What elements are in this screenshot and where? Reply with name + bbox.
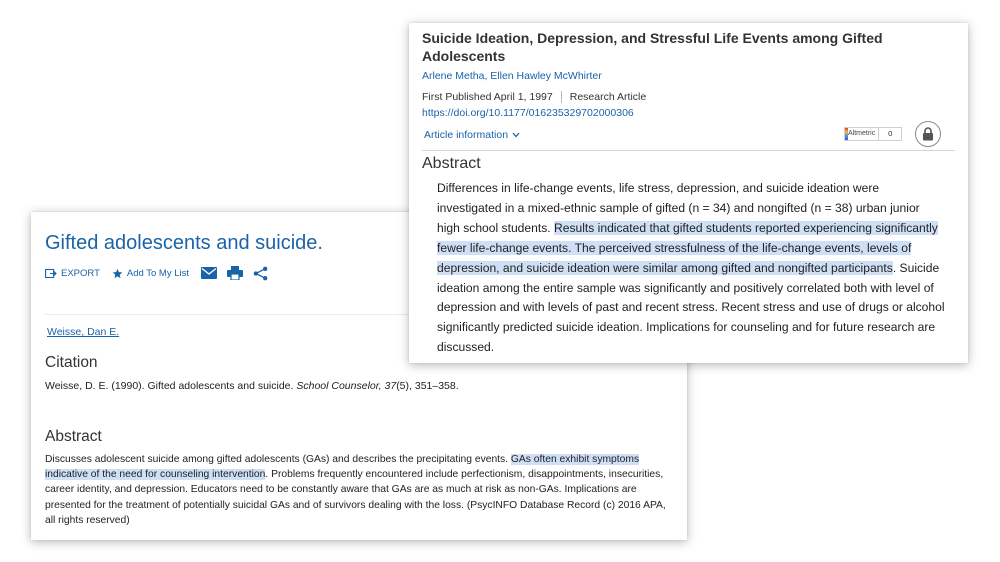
altmetric-badge[interactable]	[844, 127, 902, 141]
author-link[interactable]: Arlene Metha	[422, 70, 485, 82]
author-separator: ,	[484, 70, 491, 82]
sage-article-card	[409, 23, 968, 363]
meta-separator	[561, 91, 562, 103]
share-icon	[253, 266, 268, 281]
article-type: Research Article	[569, 91, 647, 103]
published-date: First Published April 1, 1997	[422, 91, 553, 103]
export-button[interactable]	[45, 268, 100, 279]
record-toolbar	[45, 264, 278, 282]
export-label: EXPORT	[61, 267, 100, 279]
doi-link[interactable]: https://doi.org/10.1177/016235329702000306	[422, 107, 634, 119]
print-button[interactable]	[227, 266, 243, 280]
print-icon	[227, 266, 243, 280]
article-information-label: Article information	[424, 129, 509, 141]
abstract-heading: Abstract	[45, 428, 102, 445]
abstract-text-start: Differences in life-change events, life stress, depression, and suicide ideation were investigated in a mixed-ethnic sample of gifted (n = 34) and nongifted (n = 38) urban junior high school students.	[437, 181, 920, 235]
article-information-toggle[interactable]	[424, 129, 520, 141]
chevron-down-icon	[512, 132, 520, 138]
export-icon	[45, 268, 57, 279]
abstract-text-end: . Problems frequently encountered include perfectionism, disappointments, insecurities, career identity, and depression. Educators need to be constantly aware that GAs are as much at risk as non-GAs. Implications are presented for the treatment of potentially suicidal GAs and of survivors dealing with the loss. (PsycINFO Database Record (c) 2016 APA, all rights reserved)	[45, 469, 666, 526]
share-button[interactable]	[253, 266, 268, 281]
add-to-list-label: Add To My List	[126, 267, 190, 279]
author-list	[422, 70, 602, 82]
star-icon	[112, 268, 123, 279]
altmetric-count: 0	[879, 127, 902, 141]
abstract-text-start: Discusses adolescent suicide among gifted adolescents (GAs) and describes the precipitating events.	[45, 454, 511, 465]
citation-journal: School Counselor, 37	[296, 380, 397, 392]
lock-icon	[922, 127, 934, 141]
citation-suffix: (5), 351–358.	[396, 380, 459, 392]
abstract-highlight: Results indicated that gifted students reported experiencing significantly fewer life-change events. The perceived stressfulness of the life-change events, levels of depression, and suicide ideation were similar among gifted and nongifted participants	[437, 220, 938, 275]
abstract-heading: Abstract	[422, 155, 481, 172]
add-to-list-button[interactable]	[112, 268, 189, 279]
abstract-text	[437, 179, 945, 358]
abstract-text-end: . Suicide ideation among the entire sample was significantly and positively correlated both with level of depression and with levels of past and recent stress. Recent stress and use of drugs or alcohol significantly predicted suicide ideation. Implications for counseling and for future research are discussed.	[437, 260, 945, 355]
record-title: Gifted adolescents and suicide.	[45, 232, 323, 254]
article-divider	[422, 150, 955, 151]
email-button[interactable]	[201, 267, 217, 279]
email-icon	[201, 267, 217, 279]
author-link[interactable]: Weisse, Dan E.	[47, 326, 120, 338]
citation-text	[45, 380, 459, 392]
article-title: Suicide Ideation, Depression, and Stressful Life Events among Gifted Adolescents	[422, 30, 883, 64]
abstract-highlight: GAs often exhibit symptoms indicative of the need for counseling intervention	[45, 454, 640, 481]
citation-prefix: Weisse, D. E. (1990). Gifted adolescents and suicide.	[45, 380, 297, 392]
citation-heading: Citation	[45, 354, 98, 371]
author-link[interactable]: Ellen Hawley McWhirter	[490, 70, 602, 82]
access-lock[interactable]	[915, 121, 941, 147]
publication-meta	[422, 91, 646, 103]
altmetric-label: Altmetric	[844, 127, 879, 141]
abstract-text	[45, 452, 675, 528]
